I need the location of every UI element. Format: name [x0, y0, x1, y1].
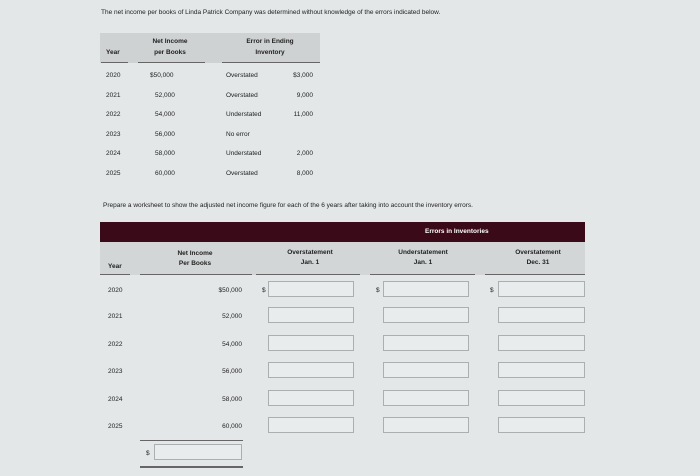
- col-error: Error in Ending: [246, 38, 294, 45]
- row-error-type: No error: [226, 131, 250, 138]
- row-error-type: Understated: [226, 111, 262, 118]
- row-error-type: Overstated: [226, 72, 258, 79]
- ws-col-under-jan: Understatement: [398, 249, 448, 256]
- dollar-sign: $: [262, 287, 266, 294]
- ws-col-over-jan-2: Jan. 1: [300, 259, 320, 266]
- ws-col-year: Year: [108, 263, 122, 270]
- col-year: Year: [106, 49, 120, 56]
- ws-col-over-dec-2: Dec. 31: [526, 259, 550, 266]
- ws-col-under-jan-2: Jan. 1: [413, 259, 433, 266]
- ws-row-net-income: $50,000: [218, 287, 242, 294]
- overstatement-jan1-input[interactable]: [268, 335, 354, 351]
- intro-text: The net income per books of Linda Patrick Company was determined without knowledge of the errors indicated below.: [101, 9, 441, 16]
- row-error-type: Overstated: [226, 170, 258, 177]
- ws-row-year: 2025: [108, 423, 123, 430]
- overstatement-dec31-input[interactable]: [498, 281, 585, 297]
- col-net-income: Net Income: [152, 38, 188, 45]
- row-error-type: Overstated: [226, 92, 258, 99]
- row-net-income: 54,000: [155, 111, 175, 118]
- ws-row-year: 2021: [108, 313, 123, 320]
- ws-row-net-income: 58,000: [222, 396, 242, 403]
- understatement-jan1-input[interactable]: [383, 307, 469, 323]
- instruction-text: Prepare a worksheet to show the adjusted net income figure for each of the 6 years after taking into account the inventory errors.: [103, 202, 473, 209]
- dollar-sign: $: [376, 287, 380, 294]
- overstatement-dec31-input[interactable]: [498, 362, 585, 378]
- ws-row-net-income: 60,000: [222, 423, 242, 430]
- understatement-jan1-input[interactable]: [383, 417, 469, 433]
- overstatement-dec31-input[interactable]: [498, 307, 585, 323]
- row-net-income: 60,000: [155, 170, 175, 177]
- ws-row-net-income: 56,000: [222, 368, 242, 375]
- overstatement-jan1-input[interactable]: [268, 417, 354, 433]
- total-adjusted-income-input[interactable]: [154, 444, 242, 460]
- ws-col-over-jan: Overstatement: [287, 249, 333, 256]
- row-year: 2024: [106, 150, 121, 157]
- understatement-jan1-input[interactable]: [383, 390, 469, 406]
- row-error-amount: 11,000: [293, 111, 313, 118]
- overstatement-jan1-input[interactable]: [268, 362, 354, 378]
- row-error-amount: 8,000: [296, 170, 313, 177]
- overstatement-dec31-input[interactable]: [498, 390, 585, 406]
- row-year: 2022: [106, 111, 121, 118]
- row-error-type: Understated: [226, 150, 262, 157]
- row-error-amount: $3,000: [293, 72, 313, 79]
- ws-col-over-dec: Overstatement: [515, 249, 561, 256]
- errors-group-header: [100, 222, 585, 242]
- overstatement-jan1-input[interactable]: [268, 281, 354, 297]
- overstatement-jan1-input[interactable]: [268, 307, 354, 323]
- understatement-jan1-input[interactable]: [383, 362, 469, 378]
- dollar-sign: $: [490, 287, 494, 294]
- row-net-income: $50,000: [150, 72, 174, 79]
- row-error-amount: 9,000: [296, 92, 313, 99]
- row-year: 2023: [106, 131, 121, 138]
- row-year: 2021: [106, 92, 121, 99]
- errors-group-label: Errors in Inventories: [425, 228, 489, 235]
- row-year: 2020: [106, 72, 121, 79]
- ws-col-ni: Net Income: [177, 250, 213, 257]
- ws-row-year: 2023: [108, 368, 123, 375]
- ws-row-net-income: 52,000: [222, 313, 242, 320]
- overstatement-dec31-input[interactable]: [498, 417, 585, 433]
- ws-row-year: 2020: [108, 287, 123, 294]
- col-error-2: Inventory: [255, 49, 285, 56]
- total-dollar-sign: $: [146, 450, 150, 457]
- row-year: 2025: [106, 170, 121, 177]
- overstatement-jan1-input[interactable]: [268, 390, 354, 406]
- understatement-jan1-input[interactable]: [383, 281, 469, 297]
- ws-row-year: 2022: [108, 341, 123, 348]
- ws-row-net-income: 54,000: [222, 341, 242, 348]
- row-net-income: 52,000: [155, 92, 175, 99]
- row-net-income: 58,000: [155, 150, 175, 157]
- understatement-jan1-input[interactable]: [383, 335, 469, 351]
- overstatement-dec31-input[interactable]: [498, 335, 585, 351]
- ws-row-year: 2024: [108, 396, 123, 403]
- row-net-income: 56,000: [155, 131, 175, 138]
- col-net-income-2: per Books: [154, 49, 186, 56]
- ws-col-ni-2: Per Books: [178, 260, 212, 267]
- row-error-amount: 2,000: [296, 150, 313, 157]
